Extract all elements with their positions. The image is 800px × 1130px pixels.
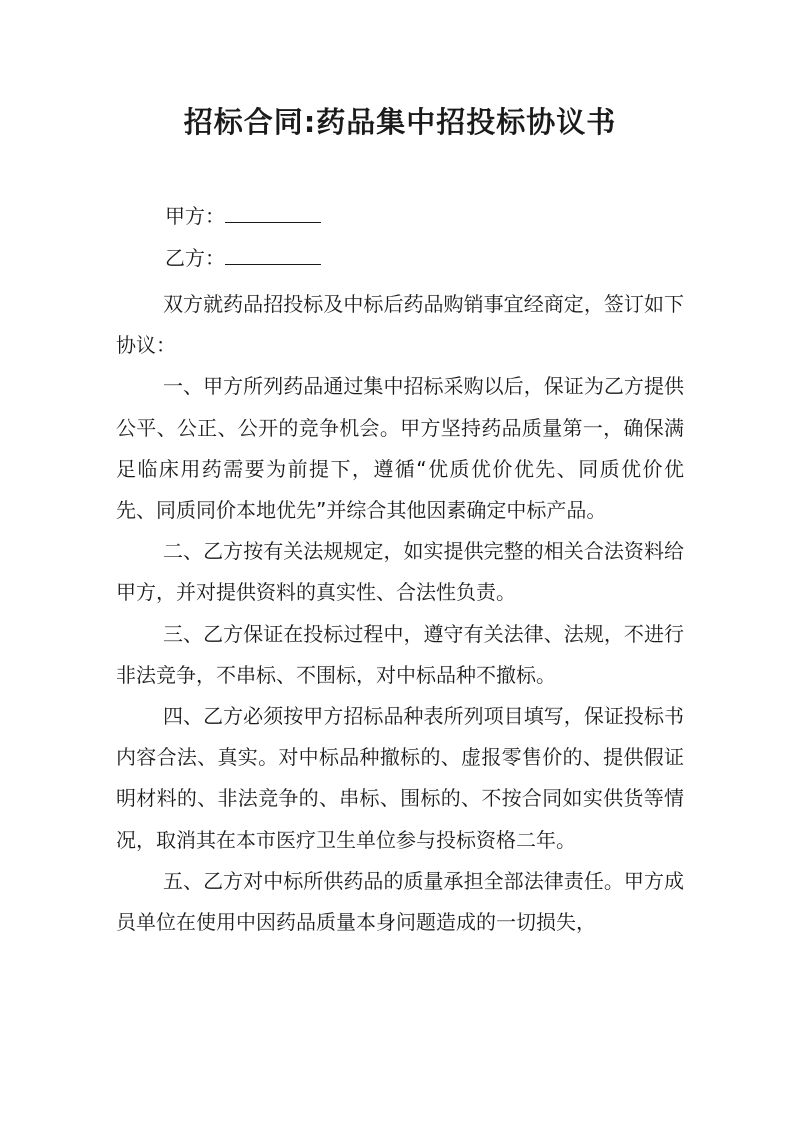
party-a-label: 甲方： xyxy=(165,204,225,228)
clause-1-paragraph: 一、甲方所列药品通过集中招标采购以后，保证为乙方提供公平、公正、公开的竞争机会。甲方坚持药品质量第一，确保满足临床用药需要为前提下，遵循“优质优价优先、同质优价优先、同质同价本地优先”并综合其他因素确定中标产品。 xyxy=(116,374,684,523)
document-title: 招标合同:药品集中招投标协议书 xyxy=(183,105,617,139)
party-a-blank xyxy=(225,204,321,223)
clause-3-paragraph: 三、乙方保证在投标过程中，遵守有关法律、法规，不进行非法竞争，不串标、不围标，对中标品种不撤标。 xyxy=(116,621,684,687)
intro-paragraph: 双方就药品招投标及中标后药品购销事宜经商定，签订如下协议： xyxy=(116,292,684,358)
clause-5-paragraph: 五、乙方对中标所供药品的质量承担全部法律责任。甲方成员单位在使用中因药品质量本身问题造成的一切损失， xyxy=(116,868,684,935)
party-a-line xyxy=(165,203,321,229)
clause-2-paragraph: 二、乙方按有关法规规定，如实提供完整的相关合法资料给甲方，并对提供资料的真实性、合法性负责。 xyxy=(116,539,684,605)
party-b-blank xyxy=(225,246,321,265)
party-b-line xyxy=(165,245,321,271)
clause-4-paragraph: 四、乙方必须按甲方招标品种表所列项目填写，保证投标书内容合法、真实。对中标品种撤标的、虚报零售价的、提供假证明材料的、非法竞争的、串标、围标的、不按合同如实供货等情况，取消其在本市医疗卫生单位参与投标资格二年。 xyxy=(116,704,684,852)
document-body xyxy=(116,284,684,943)
party-b-label: 乙方： xyxy=(165,246,225,270)
